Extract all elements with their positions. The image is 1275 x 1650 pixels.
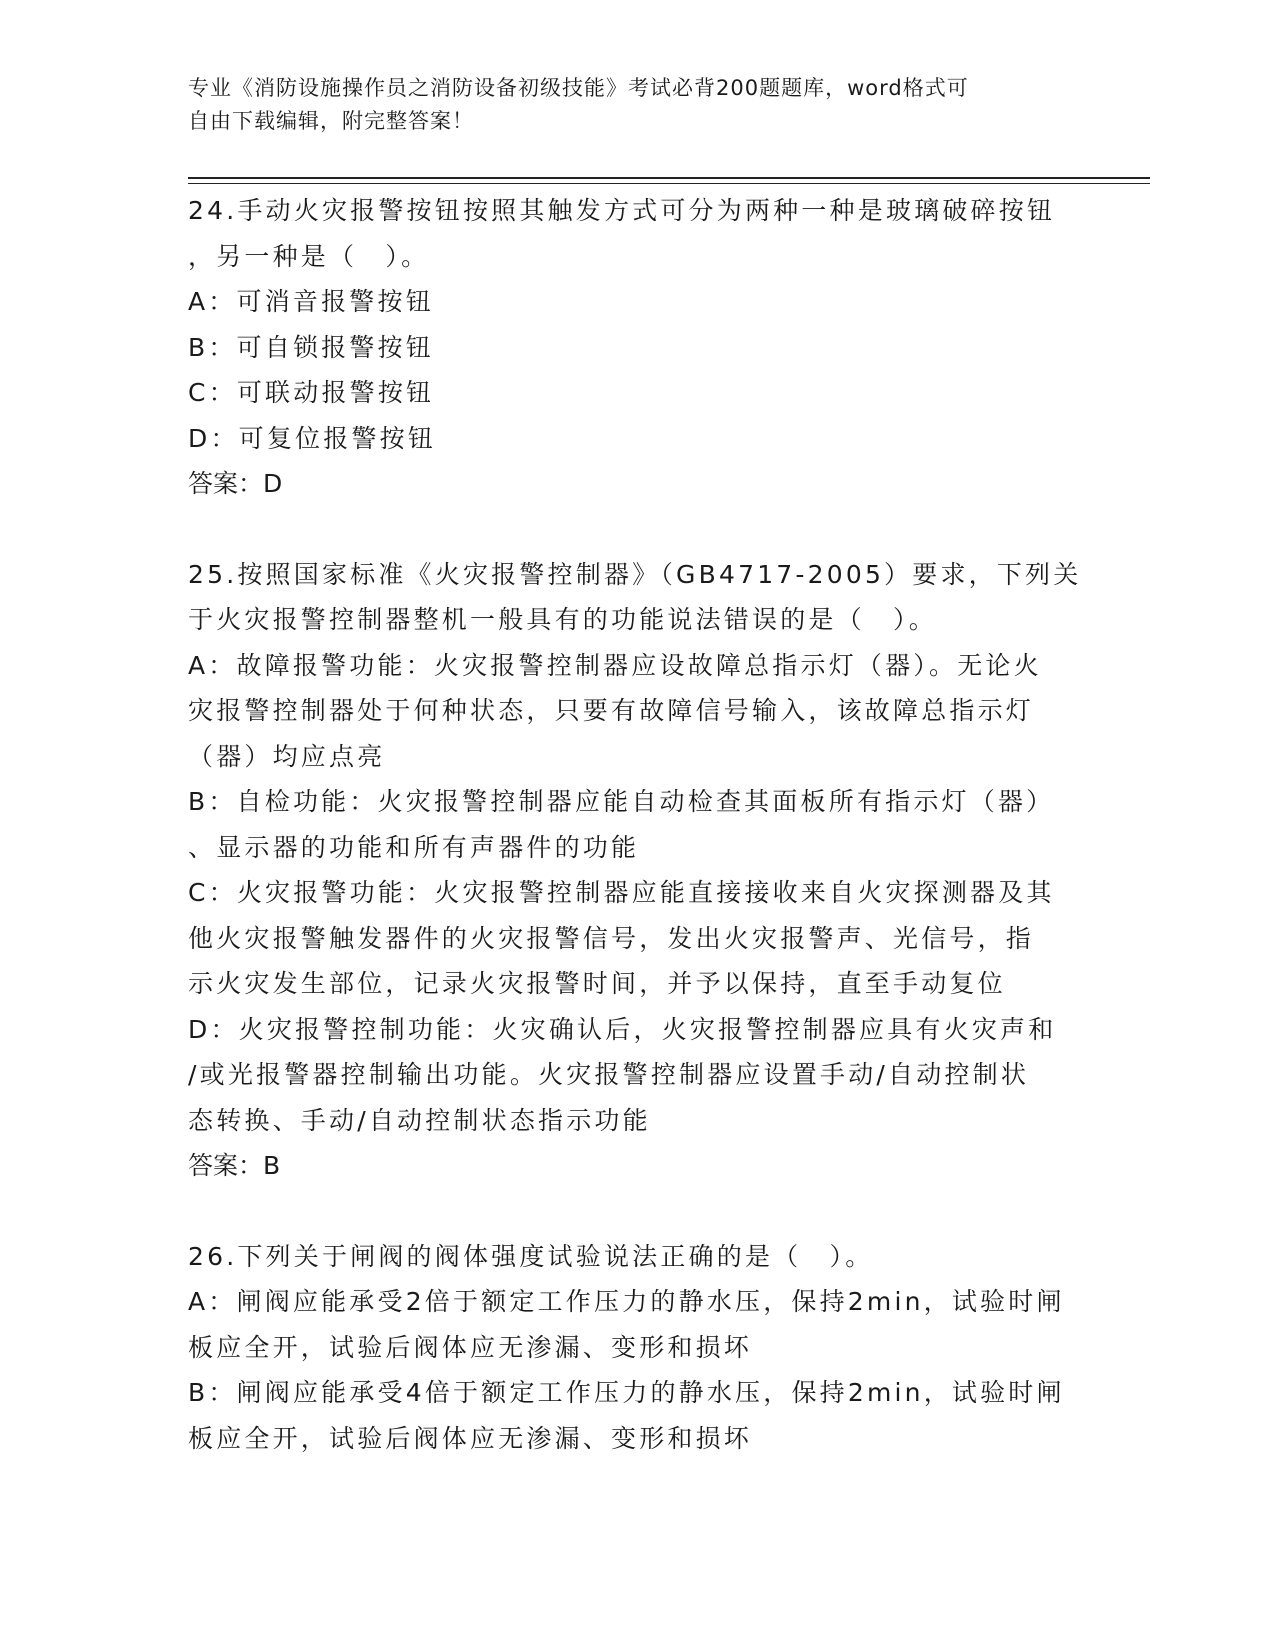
- question-24: [188, 188, 1088, 507]
- option-c-continued: 他火灾报警触发器件的火灾报警信号，发出火灾报警声、光信号，指: [188, 923, 1035, 953]
- option-b-continued: 板应全开，试验后阀体应无渗漏、变形和损坏: [188, 1423, 753, 1453]
- question-26: [188, 1234, 1088, 1462]
- option-c: C：火灾报警功能：火灾报警控制器应能直接接收来自火灾探测器及其: [188, 878, 1055, 907]
- header-line: 专业《消防设施操作员之消防设备初级技能》考试必背200题题库，word格式可: [188, 76, 969, 100]
- option-c-continued: 示火灾发生部位，记录火灾报警时间，并予以保持，直至手动复位: [188, 969, 1006, 998]
- question-stem-line: 24.手动火灾报警按钮按照其触发方式可分为两种一种是玻璃破碎按钮: [188, 196, 1056, 225]
- answer-text: 答案：D: [188, 469, 283, 498]
- option-c: C：可联动报警按钮: [188, 378, 435, 407]
- option-a: A：闸阀应能承受2倍于额定工作压力的静水压，保持2min，试验时闸: [188, 1287, 1065, 1316]
- option-d-continued: 态转换、手动/自动控制状态指示功能: [188, 1105, 651, 1135]
- option-b: B：自检功能：火灾报警控制器应能自动检查其面板所有指示灯（器）: [188, 787, 1055, 816]
- option-b: B：闸阀应能承受4倍于额定工作压力的静水压，保持2min，试验时闸: [188, 1378, 1065, 1407]
- question-list: [188, 188, 1088, 1461]
- option-d: D：可复位报警按钮: [188, 423, 437, 453]
- option-a-continued: 灾报警控制器处于何种状态，只要有故障信号输入，该故障总指示灯: [188, 696, 1035, 725]
- option-b: B：可自锁报警按钮: [188, 332, 434, 362]
- question-stem-line: 于火灾报警控制器整机一般具有的功能说法错误的是（ ）。: [188, 605, 937, 634]
- question-stem-line: ，另一种是（ ）。: [188, 241, 430, 271]
- question-stem-line: 25.按照国家标准《火灾报警控制器》（GB4717-2005）要求，下列关: [188, 559, 1082, 589]
- document-header: [188, 72, 1088, 138]
- option-b-continued: 、显示器的功能和所有声器件的功能: [188, 832, 640, 862]
- question-stem-line: 26.下列关于闸阀的阀体强度试验说法正确的是（ ）。: [188, 1241, 874, 1271]
- option-d: D：火灾报警控制功能：火灾确认后，火灾报警控制器应具有火灾声和: [188, 1014, 1057, 1044]
- header-line: 自由下载编辑，附完整答案！: [188, 109, 474, 133]
- option-d-continued: /或光报警器控制输出功能。火灾报警控制器应设置手动/自动控制状: [188, 1060, 1030, 1089]
- option-a: A：故障报警功能：火灾报警控制器应设故障总指示灯（器）。无论火: [188, 650, 1042, 680]
- answer-text: 答案：B: [188, 1151, 281, 1180]
- option-a: A：可消音报警按钮: [188, 287, 434, 316]
- question-25: [188, 552, 1088, 1189]
- option-a-continued: （器）均应点亮: [188, 741, 386, 771]
- header-divider-thin: [188, 183, 1150, 184]
- option-a-continued: 板应全开，试验后阀体应无渗漏、变形和损坏: [188, 1332, 753, 1362]
- header-divider-thick: [188, 177, 1150, 179]
